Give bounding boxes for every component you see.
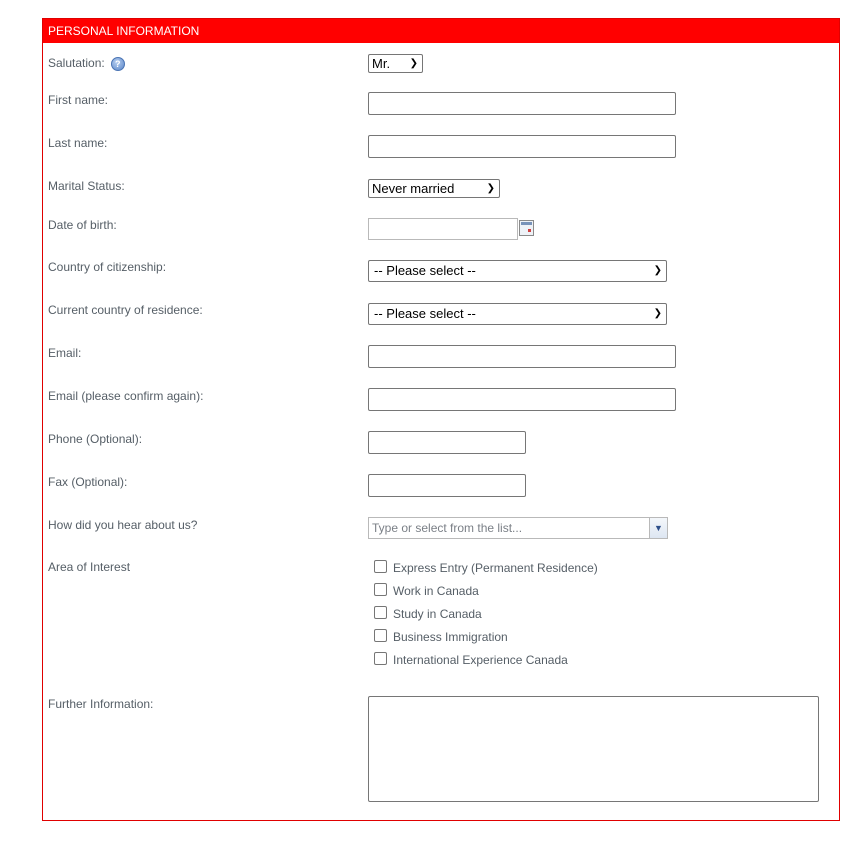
citizenship-value: -- Please select -- bbox=[374, 263, 476, 278]
marital-status-label: Marital Status: bbox=[48, 179, 125, 193]
email-label: Email: bbox=[48, 346, 82, 360]
area-of-interest-label: Area of Interest bbox=[48, 560, 131, 574]
chevron-down-icon: ❯ bbox=[653, 265, 662, 276]
email-confirm-input[interactable] bbox=[368, 388, 676, 411]
option-label: Express Entry (Permanent Residence) bbox=[393, 561, 598, 575]
date-of-birth-label: Date of birth: bbox=[48, 218, 117, 232]
date-of-birth-field bbox=[368, 218, 536, 240]
email-input[interactable] bbox=[368, 345, 676, 368]
chevron-down-icon[interactable]: ▼ bbox=[649, 518, 667, 538]
referral-label: How did you hear about us? bbox=[48, 518, 198, 532]
residence-select[interactable] bbox=[368, 303, 667, 325]
checkbox[interactable] bbox=[374, 606, 387, 619]
personal-information-panel bbox=[42, 18, 840, 821]
email-confirm-label: Email (please confirm again): bbox=[48, 389, 204, 403]
chevron-down-icon: ❯ bbox=[653, 308, 662, 319]
first-name-label: First name: bbox=[48, 93, 109, 107]
citizenship-select[interactable] bbox=[368, 260, 667, 282]
section-title: PERSONAL INFORMATION bbox=[43, 19, 839, 43]
phone-input[interactable] bbox=[368, 431, 526, 454]
phone-label: Phone (Optional): bbox=[48, 432, 143, 446]
salutation-select[interactable] bbox=[368, 54, 423, 73]
option-label: Work in Canada bbox=[393, 584, 479, 598]
fax-label: Fax (Optional): bbox=[48, 475, 128, 489]
referral-placeholder: Type or select from the list... bbox=[372, 521, 523, 535]
interest-option-study[interactable] bbox=[374, 606, 482, 621]
interest-option-work[interactable] bbox=[374, 583, 479, 598]
checkbox[interactable] bbox=[374, 560, 387, 573]
marital-status-value: Never married bbox=[372, 181, 455, 196]
residence-label: Current country of residence: bbox=[48, 303, 203, 317]
further-info-textarea[interactable] bbox=[368, 696, 819, 802]
interest-option-iec[interactable] bbox=[374, 652, 568, 667]
further-info-label: Further Information: bbox=[48, 697, 154, 711]
checkbox[interactable] bbox=[374, 652, 387, 665]
option-label: Business Immigration bbox=[393, 630, 508, 644]
interest-option-business[interactable] bbox=[374, 629, 508, 644]
residence-value: -- Please select -- bbox=[374, 306, 476, 321]
calendar-icon[interactable] bbox=[519, 220, 534, 236]
checkbox[interactable] bbox=[374, 629, 387, 642]
chevron-down-icon: ❯ bbox=[409, 58, 418, 69]
fax-input[interactable] bbox=[368, 474, 526, 497]
option-label: International Experience Canada bbox=[393, 653, 568, 667]
salutation-label bbox=[48, 56, 125, 71]
chevron-down-icon: ❯ bbox=[486, 183, 495, 194]
marital-status-select[interactable] bbox=[368, 179, 500, 198]
checkbox[interactable] bbox=[374, 583, 387, 596]
last-name-label: Last name: bbox=[48, 136, 108, 150]
last-name-input[interactable] bbox=[368, 135, 676, 158]
option-label: Study in Canada bbox=[393, 607, 482, 621]
salutation-value: Mr. bbox=[372, 56, 391, 71]
salutation-label-text: Salutation: bbox=[48, 56, 105, 70]
citizenship-label: Country of citizenship: bbox=[48, 260, 167, 274]
help-icon[interactable]: ? bbox=[111, 57, 125, 71]
date-of-birth-input[interactable] bbox=[368, 218, 518, 240]
first-name-input[interactable] bbox=[368, 92, 676, 115]
interest-option-express-entry[interactable] bbox=[374, 560, 598, 575]
referral-combobox[interactable] bbox=[368, 517, 668, 539]
